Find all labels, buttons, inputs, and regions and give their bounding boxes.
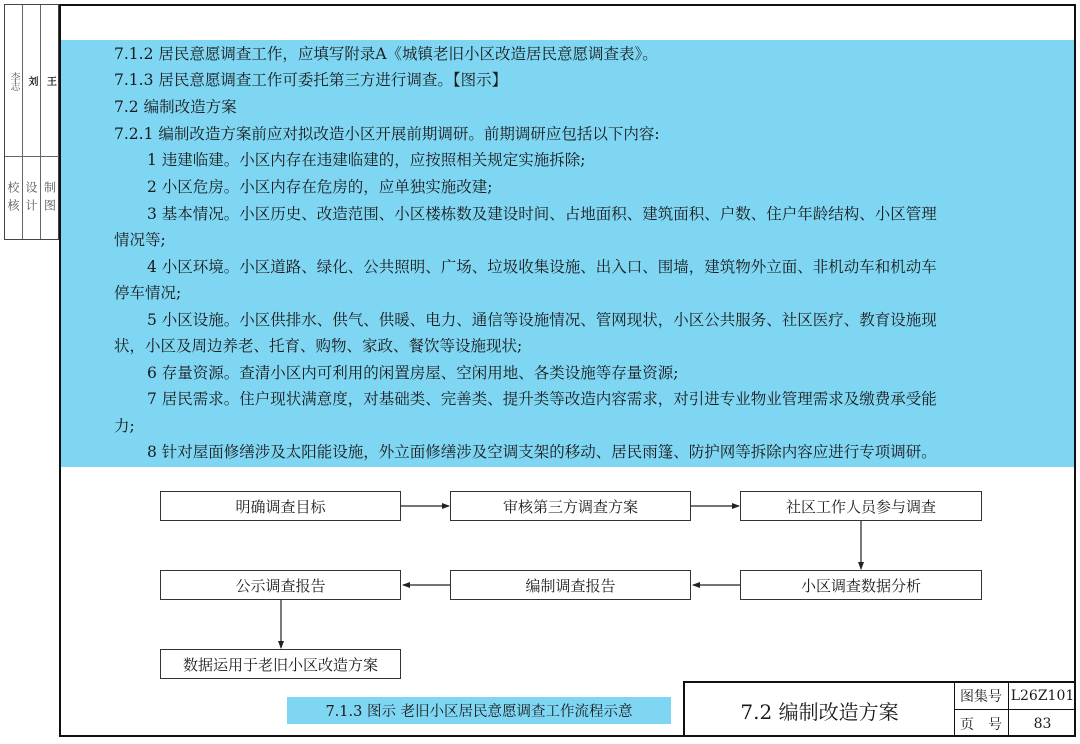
flow-node-data-analysis: 小区调查数据分析	[740, 570, 982, 600]
title-block	[683, 681, 1076, 737]
list-item: 2 小区危房。小区内存在危房的，应单独实施改建;	[147, 178, 493, 196]
flow-node-apply-data: 数据运用于老旧小区改造方案	[160, 649, 401, 679]
drawing-title: 7.2 编制改造方案	[685, 683, 955, 737]
flow-node-review-plan: 审核第三方调查方案	[450, 491, 691, 521]
list-item: 3 基本情况。小区历史、改造范围、小区楼栋数及建设时间、占地面积、建筑面积、户数、住户年龄结构、小区管理	[147, 205, 937, 223]
role-draw-label: 制图	[42, 181, 57, 217]
list-item: 7 居民需求。住户现状满意度，对基础类、完善类、提升类等改造内容需求，对引进专业物业管理需求及缴费承受能	[147, 390, 937, 408]
role-design-label: 设计	[24, 181, 38, 217]
clause-7-2-1: 7.2.1 编制改造方案前应对拟改造小区开展前期调研。前期调研应包括以下内容:	[114, 125, 660, 143]
clause-7-1-2: 7.1.2 居民意愿调查工作，应填写附录A《城镇老旧小区改造居民意愿调查表》。	[114, 45, 658, 63]
flow-node-compile-report: 编制调查报告	[450, 570, 691, 600]
list-item: 4 小区环境。小区道路、绿化、公共照明、广场、垃圾收集设施、出入口、围墙，建筑物外立面、非机动车和机动车	[147, 258, 937, 276]
section-heading: 7.2 编制改造方案	[114, 98, 237, 116]
list-item-continuation: 力;	[114, 417, 135, 435]
signature-design: 刘	[26, 76, 37, 85]
list-item-continuation: 情况等;	[114, 231, 166, 249]
page-number-label: 页 号	[954, 710, 1009, 737]
signature-check: 李志	[8, 71, 19, 90]
flow-node-publish-report: 公示调查报告	[160, 570, 401, 600]
atlas-number-label: 图集号	[954, 683, 1009, 710]
page-number-value: 83	[1033, 715, 1052, 732]
list-item: 5 小区设施。小区供排水、供气、供暖、电力、通信等设施情况、管网现状，小区公共服务、社区医疗、教育设施现	[147, 311, 937, 329]
clause-7-1-3: 7.1.3 居民意愿调查工作可委托第三方进行调查。【图示】	[114, 71, 508, 89]
flow-node-define-goal: 明确调查目标	[160, 491, 401, 521]
flow-node-community-staff: 社区工作人员参与调查	[740, 491, 982, 521]
list-item: 6 存量资源。查清小区内可利用的闲置房屋、空闲用地、各类设施等存量资源;	[147, 364, 679, 382]
signature-draw: 王	[44, 76, 56, 85]
list-item: 1 违建临建。小区内存在违建临建的，应按照相关规定实施拆除;	[147, 151, 586, 169]
figure-caption: 7.1.3 图示 老旧小区居民意愿调查工作流程示意	[287, 697, 671, 724]
atlas-number-value: L26Z101	[1009, 683, 1076, 710]
list-item-continuation: 状，小区及周边养老、托育、购物、家政、餐饮等设施现状;	[114, 337, 523, 355]
list-item: 8 针对屋面修缮涉及太阳能设施，外立面修缮涉及空调支架的移动、居民雨篷、防护网等拆除内容应进行专项调研。	[147, 443, 937, 461]
list-item-continuation: 停车情况;	[114, 284, 182, 302]
role-check-label: 校核	[6, 181, 20, 217]
